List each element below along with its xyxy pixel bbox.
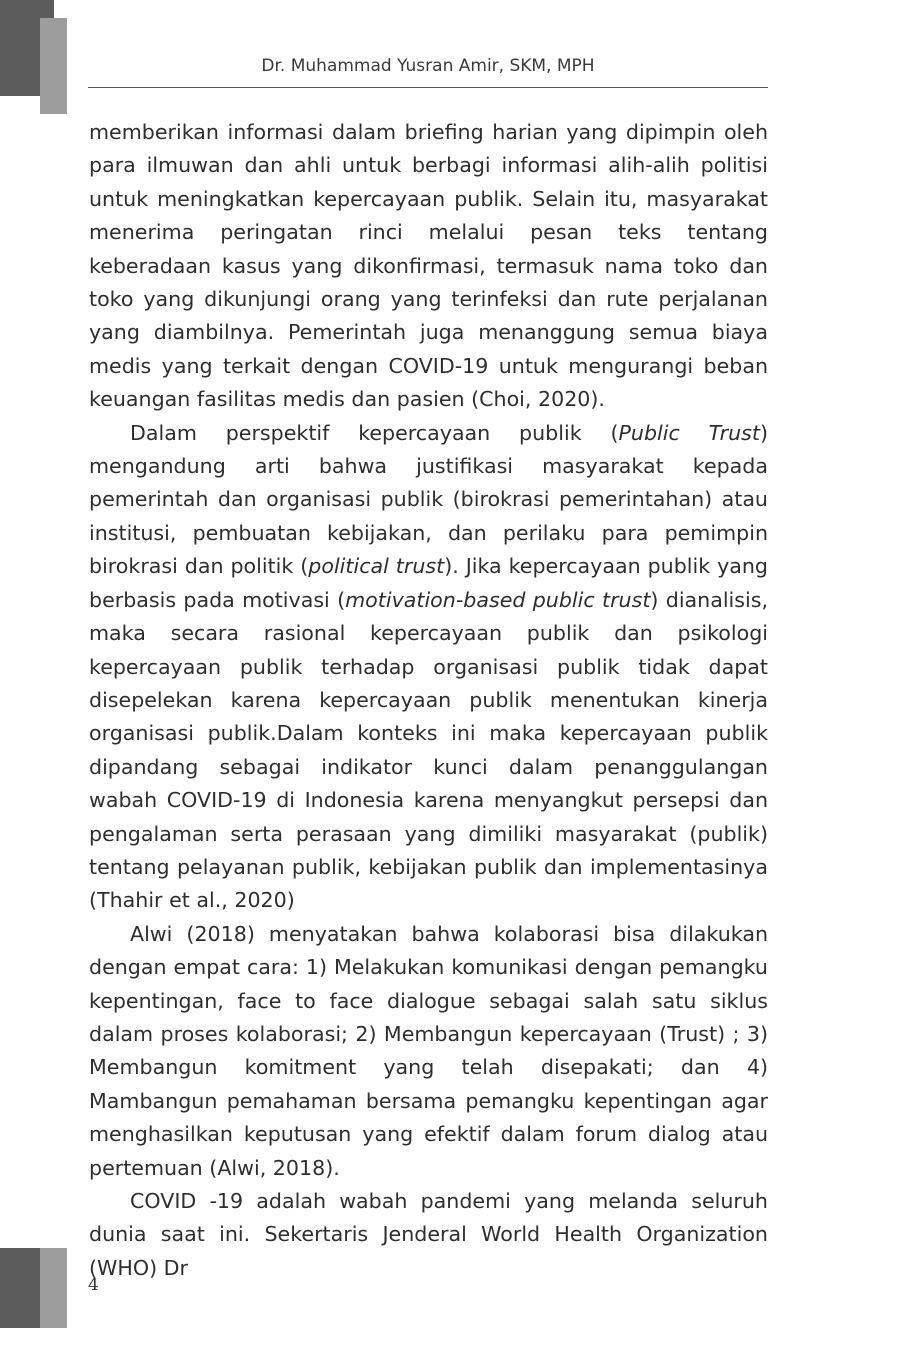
bottom-dark-bar: [0, 1248, 40, 1328]
page-number: 4: [88, 1275, 99, 1295]
paragraph-2-italic-public-trust: Public Trust: [618, 420, 760, 445]
paragraph-4: COVID -19 adalah wabah pandemi yang melanda seluruh dunia saat ini. Sekertaris Jenderal World Health Organization (WHO) Dr: [89, 1189, 768, 1280]
paragraph-2-text-4: ) dianalisis, maka secara rasional kepercayaan publik dan psikologi kepercayaan publik terhadap organisasi publik tidak dapat disepelekan karena kepercayaan publik menentukan kinerja organisasi publik.Dalam konteks ini maka kepercayaan publik dipandang sebagai indikator kunci dalam penanggulangan wabah COVID-19 di Indonesia karena menyangkut persepsi dan pengalaman serta perasaan yang dimiliki masyarakat (publik) tentang pelayanan publik, kebijakan publik dan implementasinya (Thahir et al., 2020): [89, 587, 768, 913]
paragraph-2-italic-motivation-based: motivation-based public trust: [345, 587, 651, 612]
paragraph-2-text-2: ) mengandung arti bahwa justifikasi masyarakat kepada pemerintah dan organisasi publik (birokrasi pemerintahan) atau institusi, pembuatan kebijakan, dan perilaku para pemimpin birokrasi dan politik (: [89, 420, 768, 579]
body-text: [89, 116, 768, 1285]
paragraph-2: [89, 417, 768, 918]
paragraph-2-italic-political-trust: political trust: [308, 554, 445, 579]
running-header-author: Dr. Muhammad Yusran Amir, SKM, MPH: [261, 56, 595, 76]
paragraph-1: memberikan informasi dalam briefing harian yang dipimpin oleh para ilmuwan dan ahli untuk berbagi informasi alih-alih politisi untuk meningkatkan kepercayaan publik. Selain itu, masyarakat menerima peringatan rinci melalui pesan teks tentang keberadaan kasus yang dikonfirmasi, termasuk nama toko dan toko yang dikunjungi orang yang terinfeksi dan rute perjalanan yang diambilnya. Pemerintah juga menanggung semua biaya medis yang terkait dengan COVID-19 untuk mengurangi beban keuangan fasilitas medis dan pasien (Choi, 2020).: [89, 120, 768, 412]
top-light-bar: [40, 18, 67, 114]
header-rule: [88, 87, 768, 88]
paragraph-2-text-1: Dalam perspektif kepercayaan publik (: [130, 420, 619, 445]
paragraph-2-text-3: ). Jika kepercayaan publik yang berbasis pada motivasi (: [89, 554, 768, 612]
paragraph-3: Alwi (2018) menyatakan bahwa kolaborasi bisa dilakukan dengan empat cara: 1) Melakukan komunikasi dengan pemangku kepentingan, face to face dialogue sebagai salah satu siklus dalam proses kolaborasi; 2) Membangun kepercayaan (Trust) ; 3) Membangun komitment yang telah disepakati; dan 4) Mambangun pemahaman bersama pemangku kepentingan agar menghasilkan keputusan yang efektif dalam forum dialog atau pertemuan (Alwi, 2018).: [89, 921, 768, 1180]
bottom-light-bar: [40, 1248, 67, 1328]
